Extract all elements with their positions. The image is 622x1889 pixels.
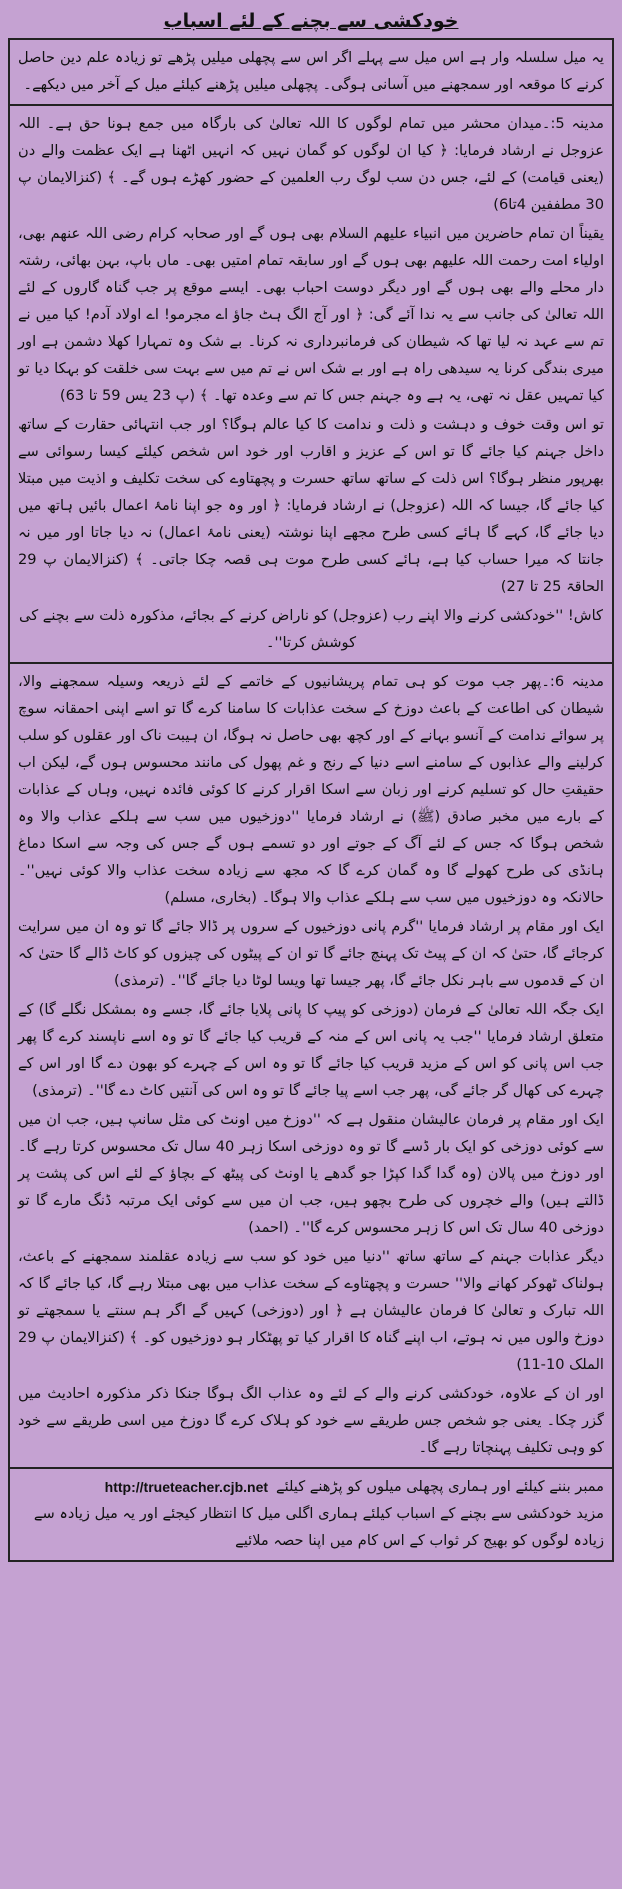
madina-6-paragraph: ایک جگہ اللہ تعالیٰ کے فرمان (دوزخی کو پیپ کا پانی پلایا جائے گا، جسے وہ بمشکل نگلے گا) کے متعلق ارشاد فرمایا ''جب یہ پانی اس کے منہ کے قریب کیا جائے گا تو وہ اسے ناپسند کرے گا پھر جب اس پانی کو اس کے مزید قریب کیا جائے گا تو وہ اس کے چہرے کو بھون دے گا اور اس کے چہرے کی کھال گر جائے گی، پھر جب اسے پیا جائے گا تو وہ اس کی آنتیں کاٹ دے گا''۔ (ترمذی) [18, 1001, 604, 1099]
website-link[interactable]: http://trueteacher.cjb.net [104, 1478, 269, 1495]
footer-section [8, 1469, 614, 1562]
more-text: مزید خودکشی سے بچنے کے اسباب کیلئے ہماری اگلی میل کا انتظار کیجئے اور یہ میل زیادہ سے زیادہ لوگوں کو بھیج کر ثواب کے اس کام میں اپنا حصہ ملائیے [33, 1505, 604, 1549]
members-line [18, 1473, 604, 1500]
members-text: ممبر بننے کیلئے اور ہماری پچھلی میلوں کو پڑھنے کیلئے [276, 1478, 604, 1495]
madina-6-paragraph: مدینہ 6:۔پھر جب موت کو ہی تمام پریشانیوں کے خاتمے کے لئے ذریعہ وسیلہ سمجھنے والا، شیطان کی اطاعت کے باعث دوزخ کے سخت عذابات کا سامنا کرے گا تو اسے اپنی احمقانہ سوچ پر سوائے ندامت کے آنسو بہانے کے اور کچھ بھی حاصل نہ ہوگا، ان ہیبت ناک اور عقلوں کو سلب کرلینے والے عذابوں کے سامنے اسے دنیا کے رنج و غم پھول کی مانند محسوس ہوں گے، لیکن اب حقیقتِ حال کو تسلیم کرنے اور زبان سے اسکا اقرار کرنے کا کوئی فائدہ نہیں، وہاں کے عذابات کے بارے میں مخبر صادق (ﷺ) نے ارشاد فرمایا ''دوزخیوں میں سب سے ہلکے عذاب والا وہ شخص ہوگا کہ جس کے لئے آگ کے جوتے اور دو تسمے ہوں گے جس کی وجہ سے اسکا دماغ ہانڈی کی طرح کھولے گا وہ گمان کرے گا کہ مجھ سے زیادہ سخت عذاب والا کوئی نہیں''۔ حالانکہ وہ دوزخیوں میں سب سے ہلکے عذاب والا ہوگا۔ (بخاری، مسلم) [18, 673, 604, 906]
madina-5-paragraph: مدینہ 5:۔میدان محشر میں تمام لوگوں کا اللہ تعالیٰ کی بارگاہ میں جمع ہونا حق ہے۔ اللہ عزوجل نے ارشاد فرمایا: ﴿ کیا ان لوگوں کو گمان نہیں کہ انہیں اٹھنا ہے ایک عظمت والے دن (یعنی قیامت) کے لئے، جس دن سب لوگ رب العلمین کے حضور کھڑے ہوں گے۔ ﴾ (کنزالایمان پ 30 مطففین 4تا6) [18, 115, 604, 213]
page-title: خودکشی سے بچنے کے لئے اسباب [163, 10, 459, 32]
madina-6-section [8, 664, 614, 1469]
madina-5-paragraph: یقیناً ان تمام حاضرین میں انبیاء علیھم السلام بھی ہوں گے اور صحابہ کرام رضی اللہ عنھم بھی، اولیاء امت رحمت اللہ علیھم بھی ہوں گے اور سابقہ تمام امتیں بھی۔ ماں باپ، بہن بھائی، رشتہ دار محلے والے بھی ہوں گے اور دیگر دوست احباب بھی۔ ایسے موقع پر جب گناہ گاروں کے لئے اللہ تعالیٰ کی جانب سے یہ ندا آئے گی: ﴿ اور آج الگ ہٹ جاؤ اے مجرمو! اے اولاد آدم! کیا میں نے تم سے عہد نہ لیا تھا کہ شیطان کی فرمانبرداری نہ کرنا۔ بے شک وہ تمہارا کھلا دشمن ہے اور میری بندگی کرنا یہ سیدھی راہ ہے اور بے شک اس نے تم میں سے بہت سی خلقت کو بہکا دیا تو کیا تمہیں عقل نہ تھی، یہ ہے وہ جہنم جس کا تم سے وعدہ تھا۔ ﴾ (پ 23 یس 59 تا 63) [18, 225, 604, 404]
madina-6-paragraph: اور ان کے علاوہ، خودکشی کرنے والے کے لئے وہ عذاب الگ ہوگا جنکا ذکر مذکورہ احادیث میں گزر چکا۔ یعنی جو شخص جس طریقے سے خود کو ہلاک کرے گا دوزخ میں اسی طریقے سے خود کو وہی تکلیف پہنچاتا رہے گا۔ [18, 1385, 604, 1456]
kaash-quote: کاش! ''خودکشی کرنے والا اپنے رب (عزوجل) کو ناراض کرنے کے بجائے، مذکورہ ذلت سے بچنے کی کوشش کرتا''۔ [19, 607, 603, 651]
intro-paragraph: یہ میل سلسلہ وار ہے اس میل سے پہلے اگر اس سے پچھلی میلیں پڑھے تو زیادہ علم دین حاصل کرنے کا موقعہ اور سمجھنے میں آسانی ہوگی۔ پچھلی میلیں پڑھنے کیلئے میل کے آخر میں دیکھے۔ [18, 49, 604, 93]
intro-section [8, 38, 614, 106]
madina-5-paragraph: تو اس وقت خوف و دہشت و ذلت و ندامت کا کیا عالم ہوگا؟ اور جب انتہائی حقارت کے ساتھ داخل جہنم کیا جائے گا تو اس کے عزیز و اقارب اور خود اس شخص کیلئے کیسا رسوائی سے بھرپور منظر ہوگا؟ اس ذلت کے ساتھ ساتھ حسرت و پچھتاوے کی سخت تکلیف و اذیت میں مبتلا کیا جائے گا، جیسا کہ اللہ (عزوجل) نے ارشاد فرمایا: ﴿ اور وہ جو اپنا نامۂ اعمال بائیں ہاتھ میں دیا جائے گا، کہے گا ہائے کسی طرح مجھے اپنا نوشتہ (یعنی نامۂ اعمال) نہ دیا جاتا اور میں نہ جانتا کہ میرا حساب کیا ہے، ہائے کسی طرح موت ہی قصہ چکا جاتی۔ ﴾ (کنزالایمان پ 29 الحاقۃ 25 تا 27) [18, 416, 604, 595]
madina-6-paragraph: ایک اور مقام پر ارشاد فرمایا ''گرم پانی دوزخیوں کے سروں پر ڈالا جائے گا تو وہ ان میں سرایت کرجائے گا، حتیٰ کہ ان کے پیٹ تک پہنچ جائے گا تو ان کے پیٹوں کی چیزوں کو کاٹ ڈالے گا حتیٰ کہ ان کے قدموں سے باہر نکل جائے گا، پھر جیسا تھا ویسا لوٹا دیا جائے گا''۔ (ترمذی) [18, 918, 604, 989]
madina-6-paragraph: ایک اور مقام پر فرمان عالیشان منقول ہے کہ ''دوزخ میں اونٹ کی مثل سانپ ہیں، جب ان میں سے کوئی دوزخی کو ایک بار ڈسے گا تو وہ دوزخی اسکا زہر 40 سال تک محسوس کرتا رہے گا۔ اور دوزخ میں پالان (وہ گدا گدا کپڑا جو گدھے یا اونٹ کی پیٹھ کے بچاؤ کے لئے اس کی پشت پر ڈالتے ہیں) والے خچروں کی طرح بچھو ہیں، جب ان میں سے کوئی ایک مرتبہ ڈنگ مارے گا تو دوزخی 40 سال تک اس کا زہر محسوس کرے گا''۔ (احمد) [18, 1111, 604, 1236]
madina-6-paragraph: دیگر عذابات جہنم کے ساتھ ساتھ ''دنیا میں خود کو سب سے زیادہ عقلمند سمجھنے کے باعث، ہولناک ٹھوکر کھانے والا'' حسرت و پچھتاوے کے سخت عذاب میں بھی مبتلا رہے گا، کیا جائے گا کہ اللہ تبارک و تعالیٰ کا فرمان عالیشان ہے ﴿ اور (دوزخی) کہیں گے اگر ہم سنتے یا سمجھتے تو دوزخ والوں میں نہ ہوتے، اب اپنے گناہ کا اقرار کیا تو پھٹکار ہو دوزخیوں کو۔ ﴾ (کنزالایمان پ 29 الملک 10-11) [18, 1248, 604, 1373]
madina-5-section [8, 106, 614, 664]
